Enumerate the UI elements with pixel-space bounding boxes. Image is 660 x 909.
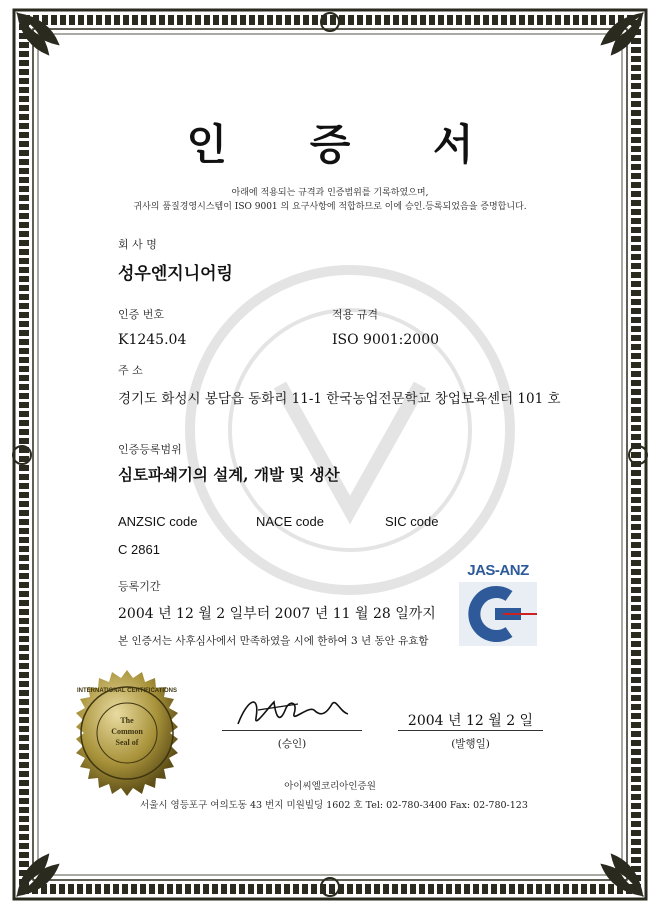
jas-anz-logo bbox=[455, 562, 541, 648]
anzsic-value: C 2861 bbox=[118, 542, 160, 557]
period-value: 2004 년 12 월 2 일부터 2007 년 11 월 28 일까지 bbox=[118, 606, 436, 622]
signature-image bbox=[228, 688, 358, 734]
cert-number-value: K1245.04 bbox=[118, 332, 187, 348]
signature-line bbox=[222, 730, 362, 731]
seal-inner-line-1: The bbox=[120, 716, 134, 725]
standard-value: ISO 9001:2000 bbox=[332, 332, 440, 348]
seal-inner-line-3: Seal of bbox=[115, 738, 139, 747]
intro-line-2: 귀사의 품질경영시스템이 ISO 9001 의 요구사항에 적합하므로 이에 승인.등록되었음을 증명합니다. bbox=[133, 202, 527, 212]
jas-anz-logo-text: JAS-ANZ bbox=[467, 562, 529, 579]
company-label: 회 사 명 bbox=[118, 238, 157, 251]
nace-label: NACE code bbox=[256, 514, 324, 529]
intro-line-1: 아래에 적용되는 규격과 인증범위를 기록하였으며, bbox=[231, 188, 429, 198]
issue-date: 2004 년 12 월 2 일 bbox=[407, 713, 534, 729]
period-label: 등록기간 bbox=[118, 580, 161, 593]
certificate-title: 인 증 서 bbox=[186, 120, 508, 169]
validity-note: 본 인증서는 사후심사에서 만족하였을 시에 한하여 3 년 동안 유효함 bbox=[118, 635, 429, 647]
issue-date-line bbox=[398, 730, 543, 731]
seal-inner-line-2: Common bbox=[111, 727, 143, 736]
scope-label: 인증등록범위 bbox=[118, 443, 182, 456]
issue-date-label: (발행일) bbox=[451, 738, 490, 750]
issuer-contact: 서울시 영등포구 여의도동 43 번지 미원빌딩 1602 호 Tel: 02-780-3400 Fax: 02-780-123 bbox=[140, 800, 528, 811]
address-label: 주 소 bbox=[118, 364, 143, 377]
seal-ring-text: INTERNATIONAL CERTIFICATIONS bbox=[77, 688, 177, 694]
scope-value: 심토파쇄기의 설계, 개발 및 생산 bbox=[118, 465, 340, 484]
jas-anz-mark-icon bbox=[459, 582, 537, 646]
address-value: 경기도 화성시 봉담읍 동화리 11-1 한국농업전문학교 창업보육센터 101 호 bbox=[118, 391, 561, 407]
approval-label: (승인) bbox=[277, 738, 307, 750]
issuer-name: 아이씨엘코리아인증원 bbox=[284, 781, 376, 792]
anzsic-label: ANZSIC code bbox=[118, 514, 198, 529]
standard-label: 적용 규격 bbox=[332, 308, 379, 321]
cert-number-label: 인증 번호 bbox=[118, 308, 165, 321]
sic-label: SIC code bbox=[385, 514, 439, 529]
company-value: 성우엔지니어링 bbox=[118, 264, 233, 284]
